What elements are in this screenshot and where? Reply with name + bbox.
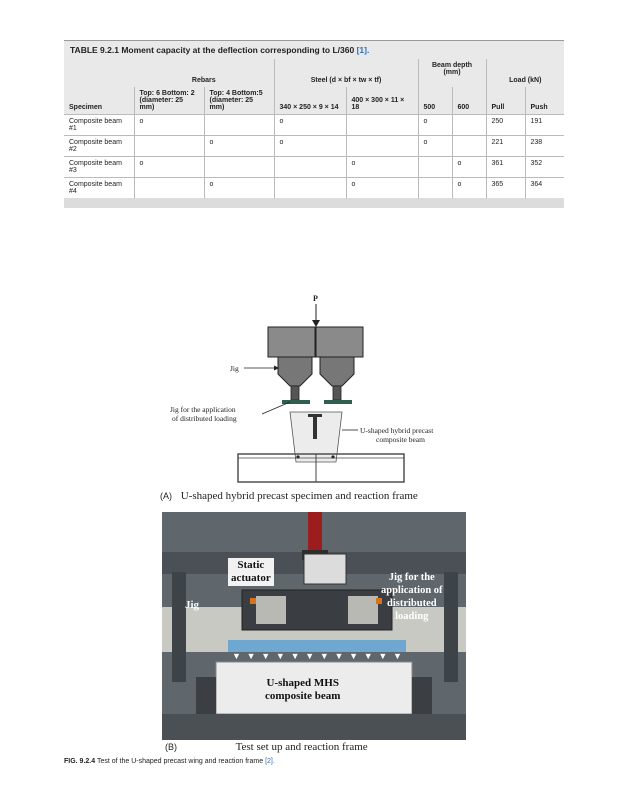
header-steel-b: 400 × 300 × 11 × 18 bbox=[346, 87, 418, 115]
header-specimen: Specimen bbox=[69, 104, 103, 111]
beam-label-line1: U-shaped hybrid precast bbox=[360, 426, 434, 435]
cell-steel-a bbox=[274, 157, 346, 178]
cell-steel-b bbox=[346, 136, 418, 157]
down-arrow-icon: ▼ bbox=[275, 651, 285, 661]
figure-caption-label: FIG. 9.2.4 bbox=[64, 758, 96, 765]
specimen-name: Composite beam #4 bbox=[64, 178, 134, 199]
table-caption bbox=[64, 40, 564, 59]
table-caption-ref[interactable]: [1]. bbox=[356, 45, 370, 55]
jig-plate-right bbox=[348, 596, 378, 624]
header-depth-600: 600 bbox=[452, 87, 486, 115]
jig-hopper-right bbox=[320, 357, 354, 386]
distributed-jig-leader-line bbox=[262, 402, 290, 414]
distributed-jig-photo-line1: Jig for the bbox=[388, 572, 435, 583]
header-rebar-a: Top: 6 Bottom: 2 (diameter: 25 mm) bbox=[134, 87, 204, 115]
cell-pull: 365 bbox=[486, 178, 525, 199]
table-row bbox=[64, 115, 564, 136]
table-bottom-band bbox=[64, 198, 564, 208]
header-push: Push bbox=[525, 87, 564, 115]
header-beam-depth: Beam depth (mm) bbox=[418, 59, 486, 87]
header-pull: Pull bbox=[486, 87, 525, 115]
specimen-name: Composite beam #2 bbox=[64, 136, 134, 157]
down-arrow-icon: ▼ bbox=[363, 651, 373, 661]
cell-rebar-a: o bbox=[134, 157, 204, 178]
test-setup-photo bbox=[162, 512, 466, 740]
steel-section-web bbox=[313, 417, 317, 439]
jig-label: Jig bbox=[230, 364, 239, 373]
cell-rebar-a: o bbox=[134, 115, 204, 136]
cell-push: 352 bbox=[525, 157, 564, 178]
cell-depth-600 bbox=[452, 136, 486, 157]
mhs-beam-photo-line1: U-shaped MHS bbox=[266, 677, 339, 689]
header-rebars: Rebars bbox=[191, 77, 216, 84]
figure-b-caption bbox=[165, 741, 368, 753]
cell-steel-a bbox=[274, 178, 346, 199]
mhs-beam-photo-label bbox=[262, 676, 343, 704]
static-actuator-label-line1: Static bbox=[237, 559, 265, 571]
cell-depth-600 bbox=[452, 115, 486, 136]
figure-a-schematic bbox=[150, 296, 480, 508]
header-steel: Steel (d × bf × tw × tf) bbox=[274, 59, 418, 87]
figure-caption-text: Test of the U-shaped precast wing and reaction frame bbox=[96, 758, 264, 765]
test-setup-diagram bbox=[150, 296, 480, 486]
table-caption-label: TABLE 9.2.1 bbox=[70, 45, 119, 55]
jig-photo-label: Jig bbox=[185, 599, 200, 611]
table-header-row-1 bbox=[64, 59, 564, 87]
down-arrow-icon: ▼ bbox=[305, 651, 315, 661]
jig-stem-left bbox=[291, 386, 299, 400]
figure-caption-ref[interactable]: [2]. bbox=[265, 758, 275, 765]
top-block-right bbox=[316, 327, 363, 357]
mhs-beam-photo-line2: composite beam bbox=[265, 690, 341, 702]
cell-steel-a: o bbox=[274, 136, 346, 157]
header-steel-a: 340 × 250 × 9 × 14 bbox=[274, 87, 346, 115]
figure-caption bbox=[64, 758, 275, 765]
cell-pull: 250 bbox=[486, 115, 525, 136]
static-actuator-label bbox=[228, 558, 274, 586]
cell-steel-b: o bbox=[346, 178, 418, 199]
figure-b-panel-label: (B) bbox=[165, 742, 177, 752]
cell-steel-b: o bbox=[346, 157, 418, 178]
cell-rebar-b: o bbox=[204, 136, 274, 157]
cell-depth-500: o bbox=[418, 115, 452, 136]
cell-rebar-b: o bbox=[204, 178, 274, 199]
support-left bbox=[196, 677, 216, 714]
jig-hopper-left bbox=[278, 357, 312, 386]
cell-steel-b bbox=[346, 115, 418, 136]
figure-a-caption-text: U-shaped hybrid precast specimen and reaction frame bbox=[180, 490, 418, 502]
down-arrow-icon: ▼ bbox=[261, 651, 271, 661]
down-arrow-icon: ▼ bbox=[334, 651, 344, 661]
distributed-arrows bbox=[232, 652, 402, 661]
load-arrow-head-icon bbox=[312, 320, 320, 327]
steel-section-top-flange bbox=[308, 414, 322, 417]
top-block-left bbox=[268, 327, 315, 357]
table-row bbox=[64, 136, 564, 157]
cell-steel-a: o bbox=[274, 115, 346, 136]
cell-push: 364 bbox=[525, 178, 564, 199]
table-row bbox=[64, 178, 564, 199]
left-column bbox=[172, 572, 186, 682]
cell-pull: 221 bbox=[486, 136, 525, 157]
figure-b-caption-text: Test set up and reaction frame bbox=[235, 741, 368, 753]
cell-depth-500: o bbox=[418, 136, 452, 157]
figure-b-photo bbox=[162, 512, 466, 740]
beam-label-line2: composite beam bbox=[376, 435, 425, 444]
distributed-plate-right bbox=[324, 400, 352, 404]
moment-capacity-table-block bbox=[64, 40, 564, 208]
cell-rebar-a bbox=[134, 178, 204, 199]
down-arrow-icon: ▼ bbox=[290, 651, 300, 661]
cell-rebar-b bbox=[204, 157, 274, 178]
specimen-name: Composite beam #1 bbox=[64, 115, 134, 136]
down-arrow-icon: ▼ bbox=[393, 651, 402, 661]
figure-a-caption bbox=[160, 490, 418, 502]
specimen-name: Composite beam #3 bbox=[64, 157, 134, 178]
header-rebar-b: Top: 4 Bottom:5 (diameter: 25 mm) bbox=[204, 87, 274, 115]
cell-rebar-a bbox=[134, 136, 204, 157]
table-caption-text: Moment capacity at the deflection corresponding to L/360 bbox=[121, 45, 355, 55]
down-arrow-icon: ▼ bbox=[349, 651, 359, 661]
down-arrow-icon: ▼ bbox=[232, 651, 241, 661]
cell-depth-600: o bbox=[452, 178, 486, 199]
moment-capacity-table bbox=[64, 59, 564, 198]
jig-stem-right bbox=[333, 386, 341, 400]
cell-rebar-b bbox=[204, 115, 274, 136]
table-header-row-2 bbox=[64, 87, 564, 115]
distributed-jig-photo-line4: loading bbox=[395, 611, 429, 622]
static-actuator-label-line2: actuator bbox=[231, 572, 271, 584]
support-right bbox=[412, 677, 432, 714]
jig-plate-left bbox=[256, 596, 286, 624]
down-arrow-icon: ▼ bbox=[246, 651, 256, 661]
right-column bbox=[444, 572, 458, 682]
figure-a-panel-label: (A) bbox=[160, 491, 172, 501]
floor-frame bbox=[162, 714, 466, 740]
header-load: Load (kN) bbox=[486, 59, 564, 87]
actuator-cylinder bbox=[308, 512, 322, 552]
orange-clamp bbox=[250, 598, 256, 604]
load-label: P bbox=[313, 294, 318, 303]
distributed-jig-label-line2: of distributed loading bbox=[172, 414, 237, 423]
down-arrow-icon: ▼ bbox=[378, 651, 388, 661]
cell-pull: 361 bbox=[486, 157, 525, 178]
distributed-jig-label-line1: Jig for the application bbox=[170, 405, 236, 414]
header-depth-500: 500 bbox=[418, 87, 452, 115]
monitor-screen bbox=[304, 554, 346, 584]
cell-depth-500 bbox=[418, 157, 452, 178]
distributed-jig-photo-line2: application of bbox=[381, 585, 443, 596]
cell-depth-500 bbox=[418, 178, 452, 199]
cell-push: 191 bbox=[525, 115, 564, 136]
table-row bbox=[64, 157, 564, 178]
down-arrow-icon: ▼ bbox=[319, 651, 329, 661]
cell-depth-600: o bbox=[452, 157, 486, 178]
distributed-jig-photo-label bbox=[378, 570, 446, 624]
distributed-jig-photo-line3: distributed bbox=[386, 598, 437, 609]
cell-push: 238 bbox=[525, 136, 564, 157]
